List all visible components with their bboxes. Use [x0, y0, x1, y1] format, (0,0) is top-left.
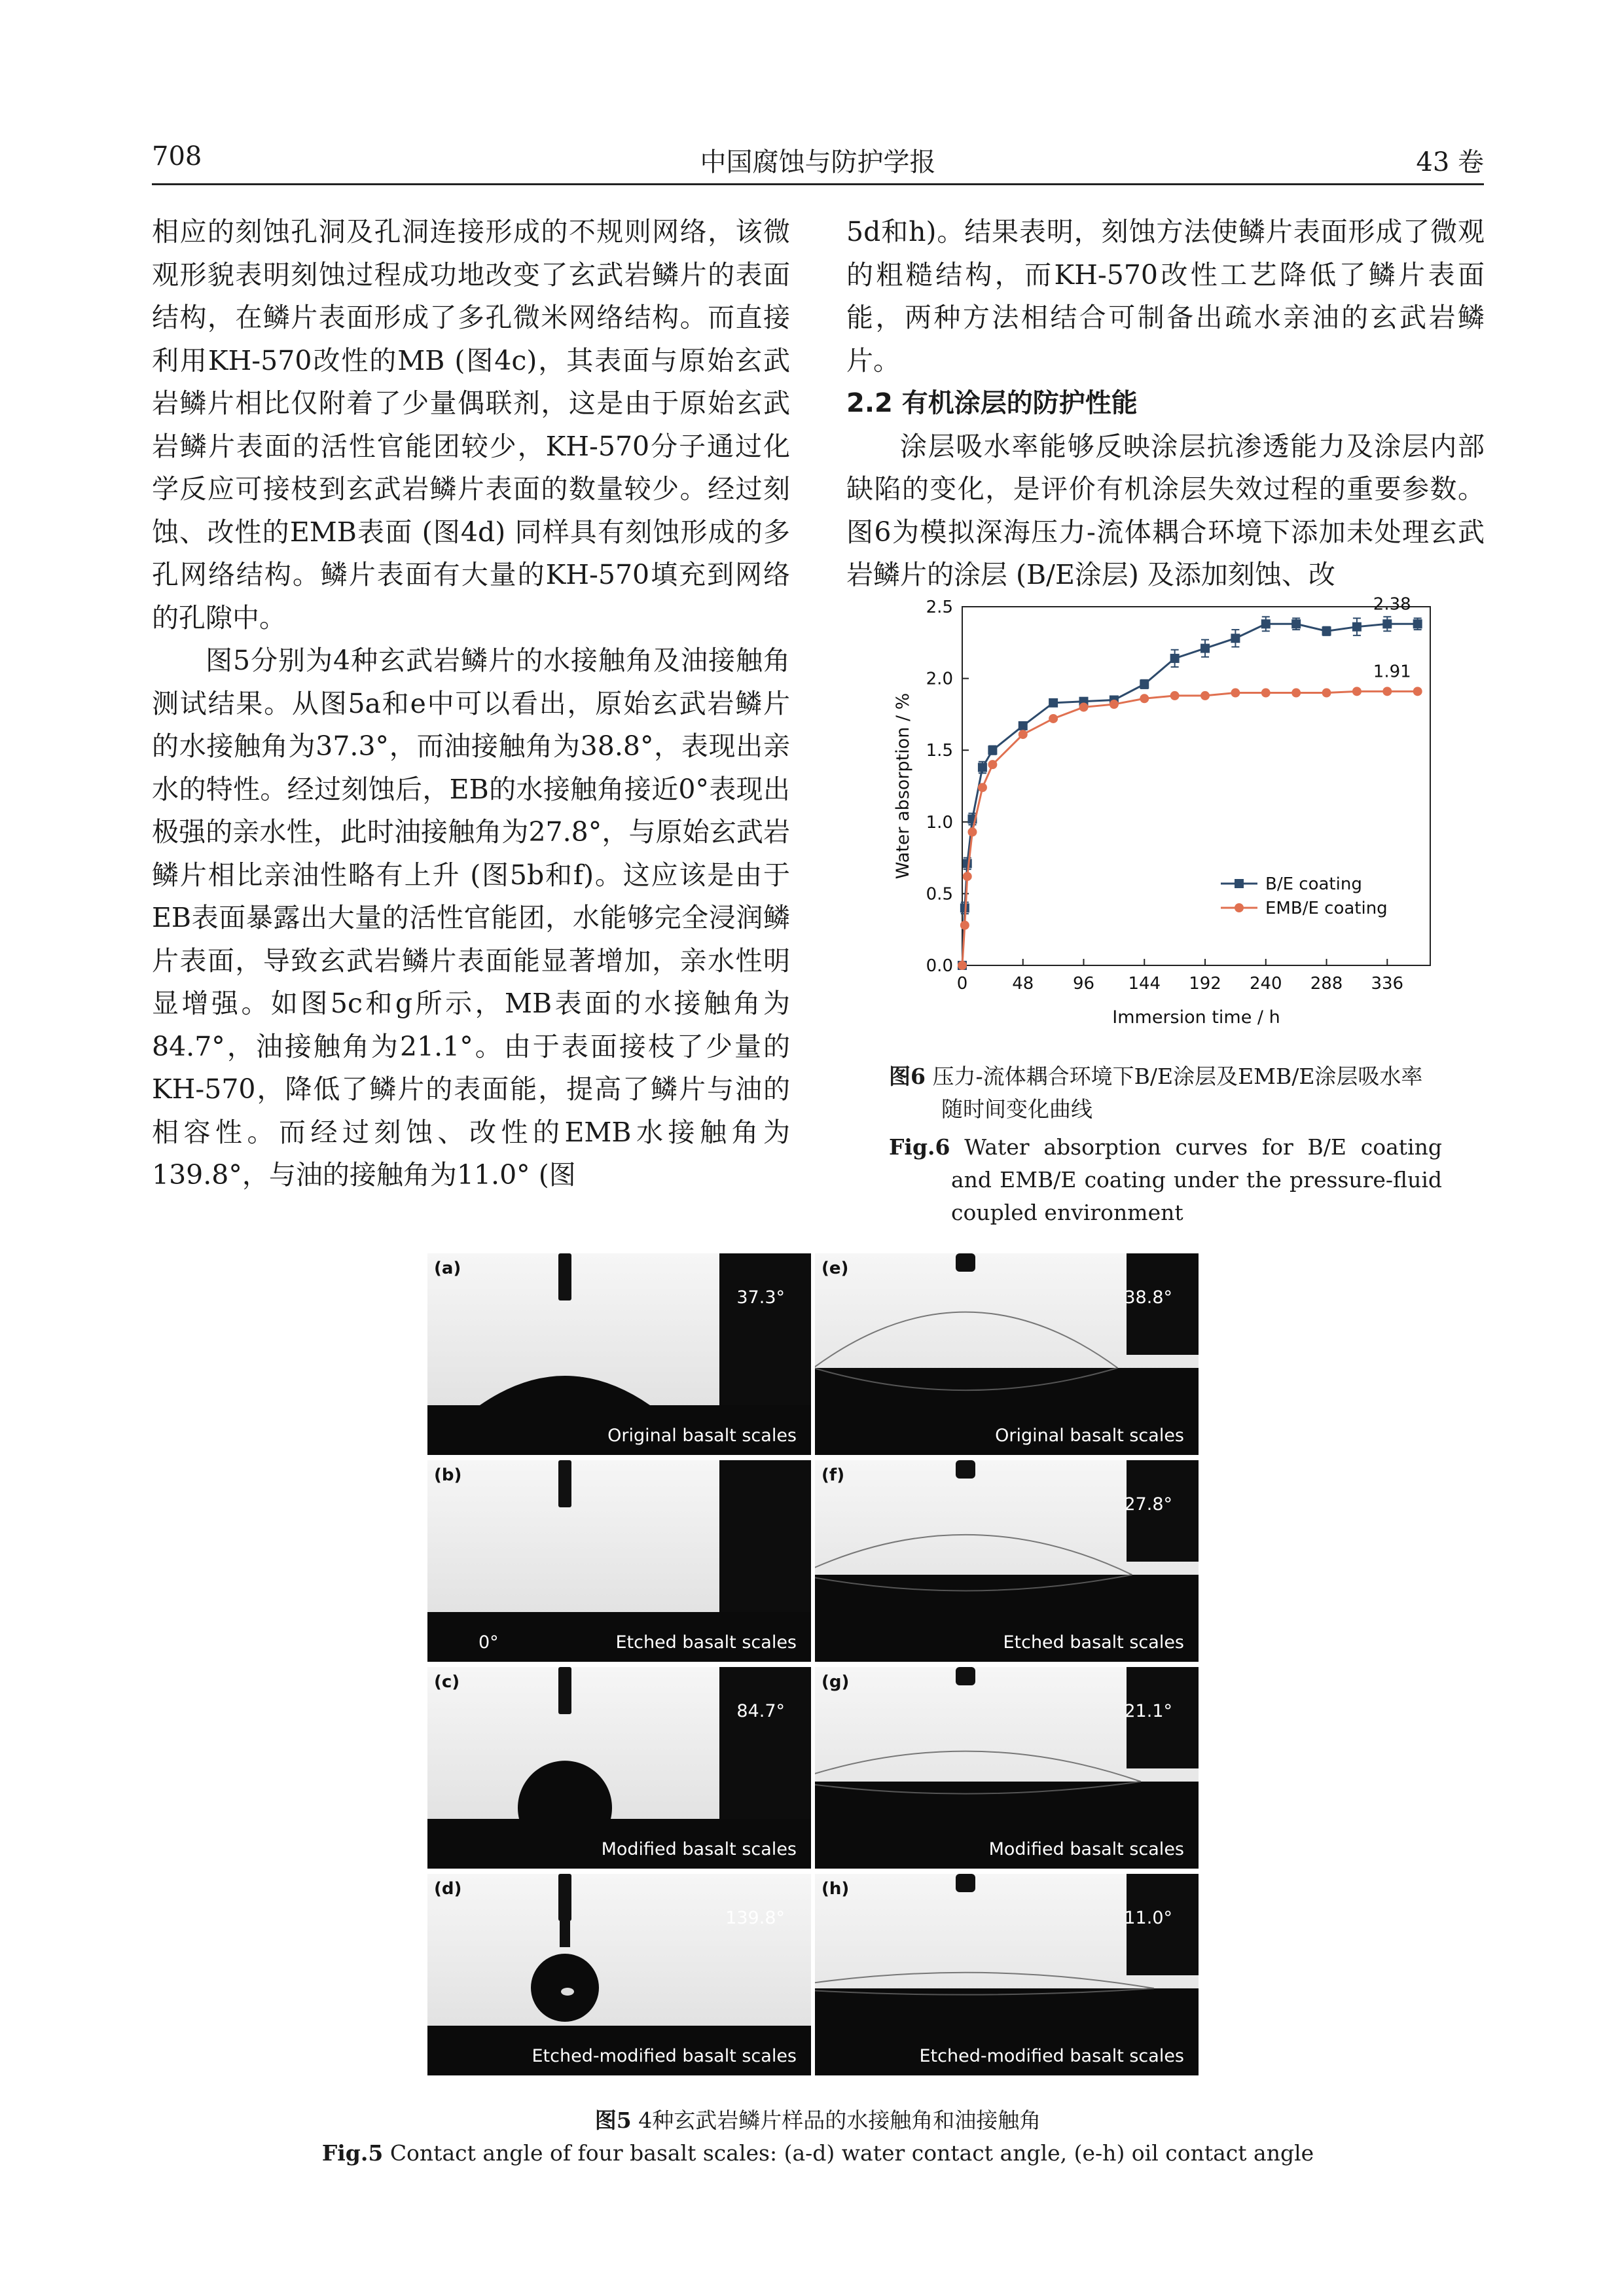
data-label: 1.91 [1373, 662, 1411, 682]
data-point [1019, 721, 1028, 730]
caption-text: 4种玄武岩鳞片样品的水接触角和油接触角 [638, 2108, 1041, 2133]
sample-title: Etched basalt scales [1003, 1632, 1184, 1653]
data-point [958, 961, 967, 970]
data-point [1140, 679, 1149, 689]
data-point [1231, 689, 1240, 698]
contact-angle-figure [427, 1253, 1199, 2077]
data-point [1413, 619, 1422, 628]
contact-angle-panel-a [427, 1253, 811, 1455]
contact-angle-panel-h [815, 1874, 1199, 2075]
contact-angle-value: 38.8° [1124, 1287, 1172, 1308]
figure-label: Fig.5 [321, 2140, 384, 2166]
contact-angle-panel-e [815, 1253, 1199, 1455]
contact-angle-panel-g [815, 1667, 1199, 1869]
figure-5-caption [152, 2104, 1484, 2170]
x-tick-label: 0 [956, 974, 968, 994]
paragraph: 图5分别为4种玄武岩鳞片的水接触角及油接触角测试结果。从图5a和e中可以看出，原始玄武岩鳞片的水接触角为37.3°，而油接触角为38.8°，表现出亲水的特性。经过刻蚀后，EB的水接触角接近0°表现出极强的亲水性，此时油接触角为27.8°，与原始玄武岩鳞片相比亲油性略有上升 (图5b和f)。这应该是由于EB表面暴露出大量的活性官能团，水能够完全浸润鳞片表面，导致玄武岩鳞片表面能显著增加，亲水性明显增强。如图5c和g所示，MB表面的水接触角为84.7°，油接触角为21.1°。由于表面接枝了少量的KH-570，降低了鳞片的表面能，提高了鳞片与油的相容性。而经过刻蚀、改性的EMB水接触角为139.8°，与油的接触角为11.0° (图 [152, 645, 790, 1191]
data-point [967, 827, 977, 836]
contact-angle-value: 37.3° [736, 1287, 785, 1308]
contact-angle-value: 11.0° [1124, 1908, 1172, 1928]
series-line [962, 691, 1418, 965]
legend-entry: EMB/E coating [1265, 899, 1388, 918]
data-point [1079, 702, 1089, 711]
data-point [978, 783, 987, 792]
droplet-image [427, 1460, 811, 1662]
paragraph: 涂层吸水率能够反映涂层抗渗透能力及涂层内部缺陷的变化，是评价有机涂层失效过程的重要参数。图6为模拟深海压力-流体耦合环境下添加未处理玄武岩鳞片的涂层 (B/E涂层) 及添加刻蚀、改 [846, 430, 1485, 590]
caption-text: Water absorption curves for B/E coating and EMB/E coating under the pressure-fluid coupled environment [951, 1134, 1443, 1225]
panel-label: (h) [821, 1879, 850, 1899]
data-point [1170, 691, 1180, 700]
contact-angle-panel-c [427, 1667, 811, 1869]
data-point [1382, 687, 1392, 696]
sample-title: Modified basalt scales [988, 1839, 1184, 1859]
running-header [152, 137, 1484, 185]
droplet-image [427, 1253, 811, 1455]
caption-text: 压力-流体耦合环境下B/E涂层及EMB/E涂层吸水率随时间变化曲线 [932, 1064, 1423, 1122]
x-tick-label: 192 [1189, 974, 1221, 994]
right-column [846, 211, 1485, 597]
data-point [1049, 714, 1058, 723]
data-point [1231, 634, 1240, 643]
panel-label: (f) [821, 1465, 845, 1485]
volume-label: 43 卷 [1416, 147, 1484, 177]
data-label: 2.38 [1373, 594, 1411, 615]
x-tick-label: 240 [1249, 974, 1282, 994]
y-tick-label: 0.0 [926, 956, 953, 976]
data-point [963, 872, 972, 881]
droplet-image [427, 1874, 811, 2075]
droplet-image [815, 1667, 1199, 1869]
legend-entry: B/E coating [1265, 874, 1362, 894]
data-point [1049, 698, 1058, 708]
contact-angle-panel-d [427, 1874, 811, 2075]
sample-title: Etched-modified basalt scales [532, 2046, 797, 2066]
paragraph: 5d和h)。结果表明，刻蚀方法使鳞片表面形成了微观的粗糙结构，而KH-570改性工艺降低了鳞片表面能，两种方法相结合可制备出疏水亲油的玄武岩鳞片。 [846, 216, 1485, 376]
panel-label: (a) [434, 1259, 461, 1278]
caption-text: Contact angle of four basalt scales: (a-d) water contact angle, (e-h) oil contact angle [389, 2140, 1314, 2166]
x-axis-label: Immersion time / h [1112, 1007, 1280, 1028]
data-point [963, 859, 972, 868]
y-tick-label: 2.5 [926, 598, 953, 617]
sample-title: Original basalt scales [607, 1426, 797, 1446]
sample-title: Original basalt scales [995, 1426, 1184, 1446]
droplet-image [427, 1667, 811, 1869]
data-point [1261, 619, 1271, 628]
figure-6-caption [889, 1060, 1442, 1229]
data-point [1291, 689, 1301, 698]
data-point [1322, 689, 1331, 698]
y-axis-label: Water absorption / % [893, 692, 913, 880]
sample-title: Etched basalt scales [615, 1632, 797, 1653]
panel-label: (g) [821, 1672, 850, 1692]
data-point [988, 760, 997, 769]
droplet-image [815, 1874, 1199, 2075]
contact-angle-value: 27.8° [1124, 1494, 1172, 1515]
data-point [1382, 619, 1392, 628]
sample-title: Etched-modified basalt scales [919, 2046, 1184, 2066]
data-point [1170, 654, 1180, 663]
droplet-image [815, 1253, 1199, 1455]
data-point [1200, 644, 1210, 653]
x-tick-label: 144 [1128, 974, 1161, 994]
contact-angle-value: 139.8° [725, 1908, 785, 1928]
legend-marker [1235, 903, 1244, 912]
panel-label: (c) [434, 1672, 460, 1692]
data-point [1291, 619, 1301, 628]
journal-title: 中国腐蚀与防护学报 [700, 147, 936, 177]
panel-label: (b) [434, 1465, 462, 1485]
figure-label: 图6 [889, 1064, 926, 1089]
paragraph: 相应的刻蚀孔洞及孔洞连接形成的不规则网络，该微观形貌表明刻蚀过程成功地改变了玄武岩鳞片的表面结构，在鳞片表面形成了多孔微米网络结构。而直接利用KH-570改性的MB (图4c)，其表面与原始玄武岩鳞片相比仅附着了少量偶联剂，这是由于原始玄武岩鳞片表面的活性官能团较少，KH-570分子通过化学反应可接枝到玄武岩鳞片表面的数量较少。经过刻蚀、改性的EMB表面 (图4d) 同样具有刻蚀形成的多孔网络结构。鳞片表面有大量的KH-570填充到网络的孔隙中。 [152, 216, 790, 634]
data-point [960, 921, 969, 930]
legend-marker [1235, 879, 1244, 888]
data-point [988, 745, 997, 755]
figure-label: 图5 [594, 2108, 632, 2133]
data-point [1110, 700, 1119, 709]
data-point [1352, 622, 1362, 632]
data-point [1140, 694, 1149, 703]
data-point [1019, 730, 1028, 739]
section-heading: 2.2 有机涂层的防护性能 [846, 388, 1138, 418]
data-point [1200, 691, 1210, 700]
x-tick-label: 288 [1310, 974, 1343, 994]
y-tick-label: 1.0 [926, 812, 953, 833]
data-point [1413, 687, 1422, 696]
contact-angle-panel-f [815, 1460, 1199, 1662]
y-tick-label: 0.5 [926, 884, 953, 905]
left-column [152, 211, 790, 1197]
x-tick-label: 96 [1072, 974, 1095, 994]
x-tick-label: 48 [1012, 974, 1034, 994]
data-point [978, 763, 987, 772]
water-absorption-chart [877, 579, 1453, 1050]
panel-label: (e) [821, 1259, 849, 1278]
sample-title: Modified basalt scales [601, 1839, 797, 1859]
contact-angle-value: 21.1° [1124, 1701, 1172, 1721]
panel-label: (d) [434, 1879, 462, 1899]
contact-angle-value: 84.7° [736, 1701, 785, 1721]
droplet-image [815, 1460, 1199, 1662]
data-point [1261, 689, 1271, 698]
contact-angle-value: 0° [478, 1632, 499, 1653]
y-tick-label: 1.5 [926, 741, 953, 761]
figure-label: Fig.6 [889, 1134, 950, 1160]
x-tick-label: 336 [1371, 974, 1404, 994]
y-tick-label: 2.0 [926, 669, 953, 689]
contact-angle-panel-b [427, 1460, 811, 1662]
data-point [1322, 626, 1331, 636]
page-number: 708 [152, 141, 202, 171]
data-point [1352, 687, 1362, 696]
